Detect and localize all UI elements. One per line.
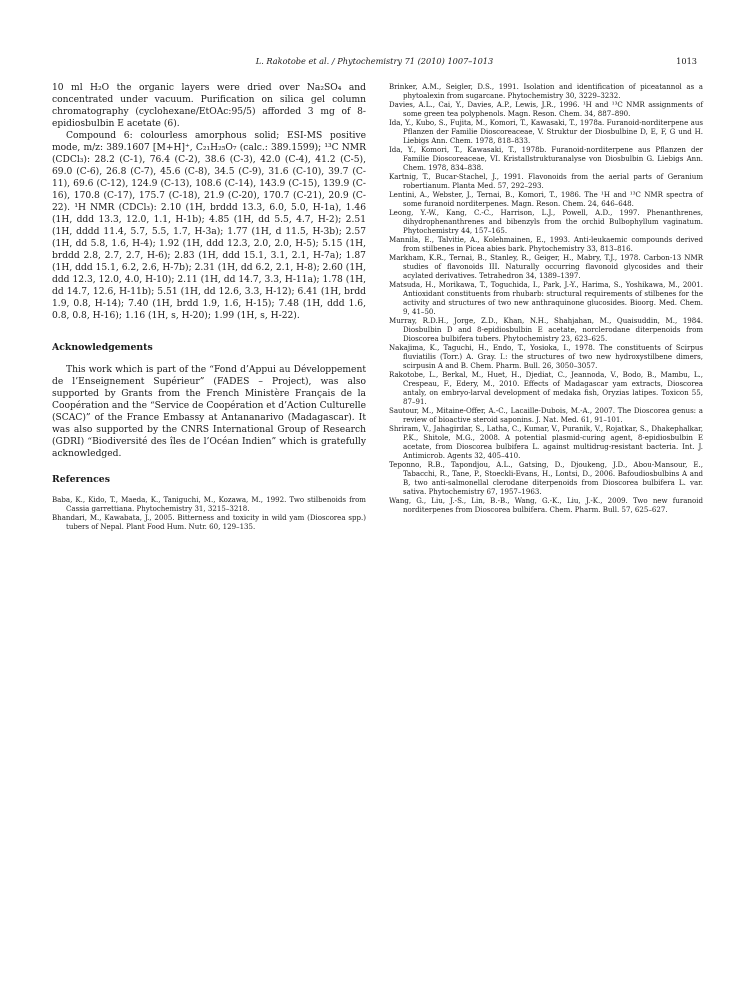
page-number: 1013 <box>676 56 697 66</box>
reference-item: Teponno, R.B., Tapondjou, A.L., Gatsing, D., Djoukeng, J.D., Abou-Mansour, E., Tabacchi, R., Tane, P., Stoeckli-Evans, H., Lontsi, D., 2006. Bafoudiosbulbins A and B, two anti-salmonellal clerodane diterpenoids from Dioscorea bulbifera L. var. sativa. Phytochemistry 67, 1957–1963. <box>389 460 703 496</box>
reference-item: Wang, G., Liu, J.-S., Lin, B.-B., Wang, G.-K., Liu, J.-K., 2009. Two new furanoid norditerpenes from Dioscorea bulbifera. Chem. Pharm. Bull. 57, 625–627. <box>389 496 703 514</box>
reference-item: Davies, A.L., Cai, Y., Davies, A.P., Lewis, J.R., 1996. ¹H and ¹³C NMR assignments of some green tea polyphenols. Magn. Reson. Chem. 34, 887–890. <box>389 100 703 118</box>
reference-item: Rakotobe, L., Berkal, M., Huet, H., Djediat, C., Jeannoda, V., Bodo, B., Mambu, L., Crespeau, F., Edery, M., 2010. Effects of Madagascar yam extracts, Dioscorea antaly, on embryo-larval development of medaka fish, Oryzias latipes. Toxicon 55, 87–91. <box>389 370 703 406</box>
reference-item: Lentini, A., Webster, J., Ternai, B., Komori, T., 1986. The ¹H and ¹³C NMR spectra of some furanoid norditerpenes. Magn. Reson. Chem. 24, 646–648. <box>389 190 703 208</box>
right-column <box>389 82 703 514</box>
acknowledgements-heading: Acknowledgements <box>52 342 153 353</box>
reference-item: Shriram, V., Jahagirdar, S., Latha, C., Kumar, V., Puranik, V., Rojatkar, S., Dhakephalkar, P.K., Shitole, M.G., 2008. A potential plasmid-curing agent, 8-epidiosbulbin E acetate, from Dioscorea bulbifera L. against multidrug-resistant bacteria. Int. J. Antimicrob. Agents 32, 405–410. <box>389 424 703 460</box>
reference-item: Ida, Y., Komori, T., Kawasaki, T., 1978b. Furanoid-norditerpene aus Pflanzen der Familie Dioscoreaceae, VI. Kristallstrukturanalyse von Diosbulbin G. Liebigs Ann. Chem. 1978, 834–838. <box>389 145 703 172</box>
references-list-left <box>52 495 366 531</box>
references-heading: References <box>52 474 110 485</box>
reference-item: Markham, K.R., Ternai, B., Stanley, R., Geiger, H., Mabry, T.J., 1978. Carbon-13 NMR studies of flavonoids III. Naturally occurring flavonoid glycosides and their acylated derivatives. Tetrahedron 34, 1389–1397. <box>389 253 703 280</box>
reference-item: Bhandari, M., Kawabata, J., 2005. Bitterness and toxicity in wild yam (Dioscorea spp.) tubers of Nepal. Plant Food Hum. Nutr. 60, 129–135. <box>52 513 366 531</box>
compound-6-paragraph: Compound 6: colourless amorphous solid; ESI-MS positive mode, m/z: 389.1607 [M+H]⁺, C₂₁H₂₅O₇ (calc.: 389.1599); ¹³C NMR (CDCl₃): 28.2 (C-1), 76.4 (C-2), 38.6 (C-3), 42.0 (C-4), 41.2 (C-5), 69.0 (C-6), 26.8 (C-7), 45.6 (C-8), 34.5 (C-9), 31.6 (C-10), 39.7 (C-11), 69.6 (C-12), 124.9 (C-13), 108.6 (C-14), 143.9 (C-15), 139.9 (C-16), 170.8 (C-17), 175.7 (C-18), 21.9 (C-20), 170.7 (C-21), 20.9 (C-22). ¹H NMR (CDCl₃): 2.10 (1H, brddd 13.3, 6.0, 5.0, H-1a), 1.46 (1H, ddd 13.3, 12.0, 1.1, H-1b); 4.85 (1H, dd 5.5, 4.7, H-2); 2.51 (1H, dddd 11.4, 5.7, 5.5, 1.7, H-3a); 1.77 (1H, d 11.5, H-3b); 2.57 (1H, dd 5.8, 1.6, H-4); 1.92 (1H, ddd 12.3, 2.0, 2.0, H-5); 5.15 (1H, brddd 2.8, 2.7, 2.7, H-6); 2.83 (1H, ddd 15.1, 3.1, 2.1, H-7a); 1.87 (1H, ddd 15.1, 6.2, 2.6, H-7b); 2.31 (1H, dd 6.2, 2.1, H-8); 2.60 (1H, ddd 12.3, 12.0, 4.0, H-10); 2.11 (1H, dd 14.7, 3.3, H-11a); 1.78 (1H, dd 14.7, 12.6, H-11b); 5.51 (1H, dd 12.6, 3.3, H-12); 6.41 (1H, brdd 1.9, 0.8, H-14); 7.40 (1H, brdd 1.9, 1.6, H-15); 7.48 (1H, ddd 1.6, 0.8, 0.8, H-16); 1.16 (1H, s, H-20); 1.99 (1H, s, H-22). <box>52 131 366 321</box>
left-column <box>52 82 366 531</box>
running-title: L. Rakotobe et al. / Phytochemistry 71 (2010) 1007–1013 <box>255 56 494 66</box>
reference-item: Murray, R.D.H., Jorge, Z.D., Khan, N.H., Shahjahan, M., Quaisuddin, M., 1984. Diosbulbin D and 8-epidiosbulbin E acetate, norclerodane diterpenoids from Dioscorea bulbifera tubers. Phytochemistry 23, 623–625. <box>389 316 703 343</box>
reference-item: Leong, Y.-W., Kang, C.-C., Harrison, L.J., Powell, A.D., 1997. Phenanthrenes, dihydrophenanthrenes and bibenzyls from the orchid Bulbophyllum vaginatum. Phytochemistry 44, 157–165. <box>389 208 703 235</box>
reference-item: Matsuda, H., Morikawa, T., Toguchida, I., Park, J.-Y., Harima, S., Yoshikawa, M., 2001. Antioxidant constituents from rhubarb: structural requirements of stilbenes for the activity and structures of two new anthraquinone glucosides. Bioorg. Med. Chem. 9, 41–50. <box>389 280 703 316</box>
experimental-paragraph: 10 ml H₂O the organic layers were dried over Na₂SO₄ and concentrated under vacuum. Purification on silica gel column chromatography (cyclohexane/EtOAc:95/5) afforded 3 mg of 8-epidiosbulbin E acetate (6). <box>52 83 366 129</box>
reference-item: Ida, Y., Kubo, S., Fujita, M., Komori, T., Kawasaki, T., 1978a. Furanoid-norditerpene aus Pflanzen der Familie Dioscoreaceae, V. Struktur der Diosbulbine D, E, F, G und H. Liebigs Ann. Chem. 1978, 818–833. <box>389 118 703 145</box>
references-list-right <box>389 82 703 514</box>
reference-item: Kartnig, T., Bucar-Stachel, J., 1991. Flavonoids from the aerial parts of Geranium robertianum. Planta Med. 57, 292–293. <box>389 172 703 190</box>
reference-item: Brinker, A.M., Seigler, D.S., 1991. Isolation and identification of piceatannol as a phytoalexin from sugarcane. Phytochemistry 30, 3229–3232. <box>389 82 703 100</box>
reference-item: Sautour, M., Mitaine-Offer, A.-C., Lacaille-Dubois, M.-A., 2007. The Dioscorea genus: a review of bioactive steroid saponins. J. Nat. Med. 61, 91–101. <box>389 406 703 424</box>
reference-item: Baba, K., Kido, T., Maeda, K., Taniguchi, M., Kozawa, M., 1992. Two stilbenoids from Cassia garrettiana. Phytochemistry 31, 3215–3218. <box>52 495 366 513</box>
page-header <box>52 56 697 68</box>
reference-item: Nakajima, K., Taguchi, H., Endo, T., Yosioka, I., 1978. The constituents of Scirpus fluviatilis (Torr.) A. Gray. I.: the structures of two new hydroxystilbene dimers, scirpusin A and B. Chem. Pharm. Bull. 26, 3050–3057. <box>389 343 703 370</box>
reference-item: Mannila, E., Talvitie, A., Kolehmainen, E., 1993. Anti-leukaemic compounds derived from stilbenes in Picea abies bark. Phytochemistry 33, 813–816. <box>389 235 703 253</box>
acknowledgements-text: This work which is part of the “Fond d’Appui au Développement de l’Enseignement Supérieur” (FADES – Project), was also supported by Grants from the French Ministère Français de la Coopération and the “Service de Coopération et d’Action Culturelle (SCAC)” of the France Embassy at Antananarivo (Madagascar). It was also supported by the CNRS International Group of Research (GDRI) “Biodiversité des îles de l’Océan Indien” which is gratefully acknowledged. <box>52 365 366 459</box>
